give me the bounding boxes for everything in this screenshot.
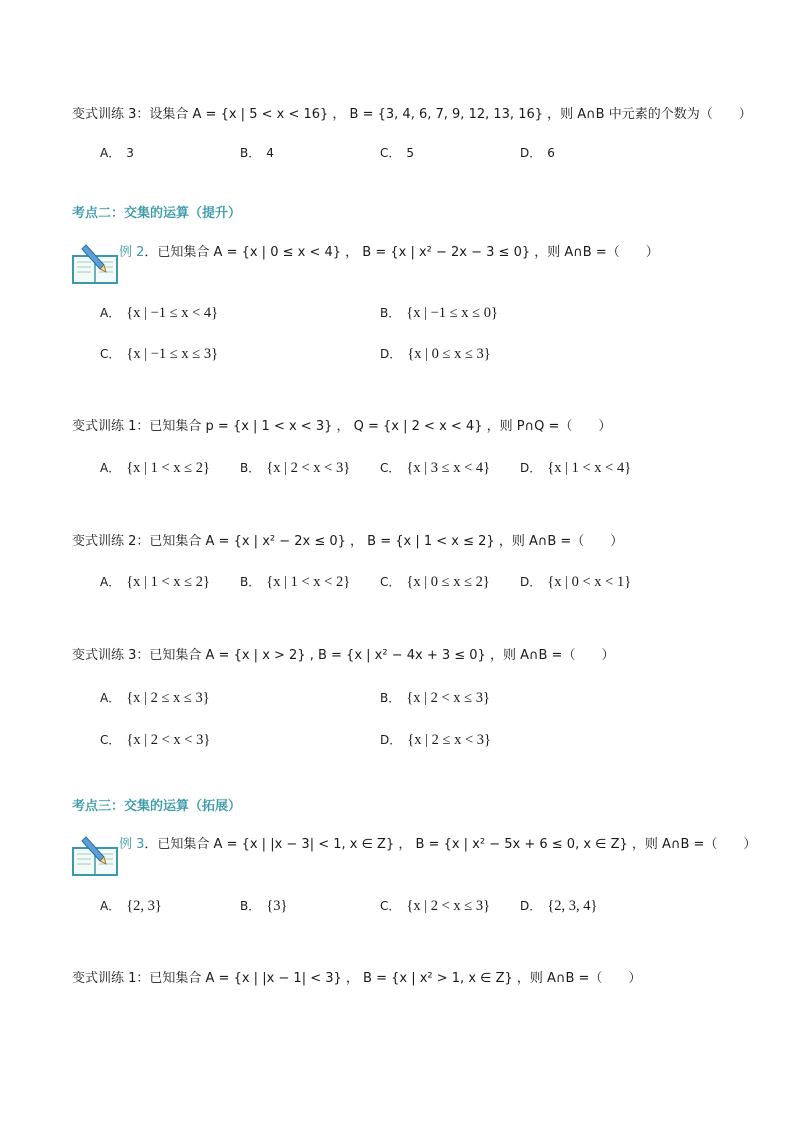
option-a: A． {x | 2 ≤ x ≤ 3} [100,690,210,706]
option-c: C． {x | 3 ≤ x < 4} [380,460,491,476]
option-a: A． {x | 1 < x ≤ 2} [100,460,210,476]
option-b: B． {x | 2 < x ≤ 3} [380,690,490,706]
notebook-pencil-icon [72,242,118,284]
example-label: 例 3 [119,837,145,852]
example-2 [119,243,659,263]
option-b: B． {x | −1 ≤ x ≤ 0} [380,305,498,321]
notebook-pencil-icon [72,834,118,876]
question-text: 变式训练 1：已知集合 A = {x | |x − 1| < 3} ， B = {x | x² > 1, x ∈ Z} ，则 A∩B =（ ） [72,971,642,986]
question-text: 变式训练 1：已知集合 p = {x | 1 < x < 3} ， Q = {x | 2 < x < 4} ，则 P∩Q =（ ） [72,419,612,434]
example-text: ．已知集合 A = {x | |x − 3| < 1, x ∈ Z} ， B = {x | x² − 5x + 6 ≤ 0, x ∈ Z} ，则 A∩B =（ ） [144,837,757,852]
option-a: A． 3 [100,146,134,160]
option-d: D． {2, 3, 4} [520,898,598,914]
option-b: B． 4 [240,146,274,160]
example-text: ．已知集合 A = {x | 0 ≤ x < 4} ， B = {x | x² − 2x − 3 ≤ 0} ，则 A∩B =（ ） [144,245,659,260]
section-heading-2: 考点二：交集的运算（提升） [72,206,242,221]
option-c: C． {x | −1 ≤ x ≤ 3} [100,346,219,362]
option-c: C． {x | 0 ≤ x ≤ 2} [380,574,490,590]
option-a: A． {x | −1 ≤ x < 4} [100,305,219,321]
option-d: D． {x | 0 < x < 1} [520,574,632,590]
question-text: 变式训练 3：设集合 A = {x | 5 < x < 16} ， B = {3, 4, 6, 7, 9, 12, 13, 16} ，则 A∩B 中元素的个数为（ ） [72,107,752,122]
option-a: A． {2, 3} [100,898,162,914]
question-v2 [72,532,623,552]
option-d: D． {x | 2 ≤ x < 3} [380,732,491,748]
option-d: D． {x | 1 < x < 4} [520,460,632,476]
example-3 [119,835,756,855]
question-text: 变式训练 3：已知集合 A = {x | x > 2} , B = {x | x² − 4x + 3 ≤ 0} ，则 A∩B =（ ） [72,648,615,663]
option-d: D． {x | 0 ≤ x ≤ 3} [380,346,491,362]
question-v1-last [72,969,641,989]
option-c: C． {x | 2 < x ≤ 3} [380,898,491,914]
question-v3-top [72,105,752,125]
option-b: B． {x | 2 < x < 3} [240,460,351,476]
question-v1 [72,417,611,437]
example-label: 例 2 [119,245,145,260]
question-v3 [72,646,614,666]
option-c: C． 5 [380,146,415,160]
option-b: B． {x | 1 < x < 2} [240,574,351,590]
option-a: A． {x | 1 < x ≤ 2} [100,574,210,590]
option-c: C． {x | 2 < x < 3} [100,732,211,748]
question-text: 变式训练 2：已知集合 A = {x | x² − 2x ≤ 0} ， B = {x | 1 < x ≤ 2} ，则 A∩B =（ ） [72,534,624,549]
option-b: B． {3} [240,898,288,914]
option-d: D． 6 [520,146,555,160]
section-heading-3: 考点三：交集的运算（拓展） [72,799,242,814]
